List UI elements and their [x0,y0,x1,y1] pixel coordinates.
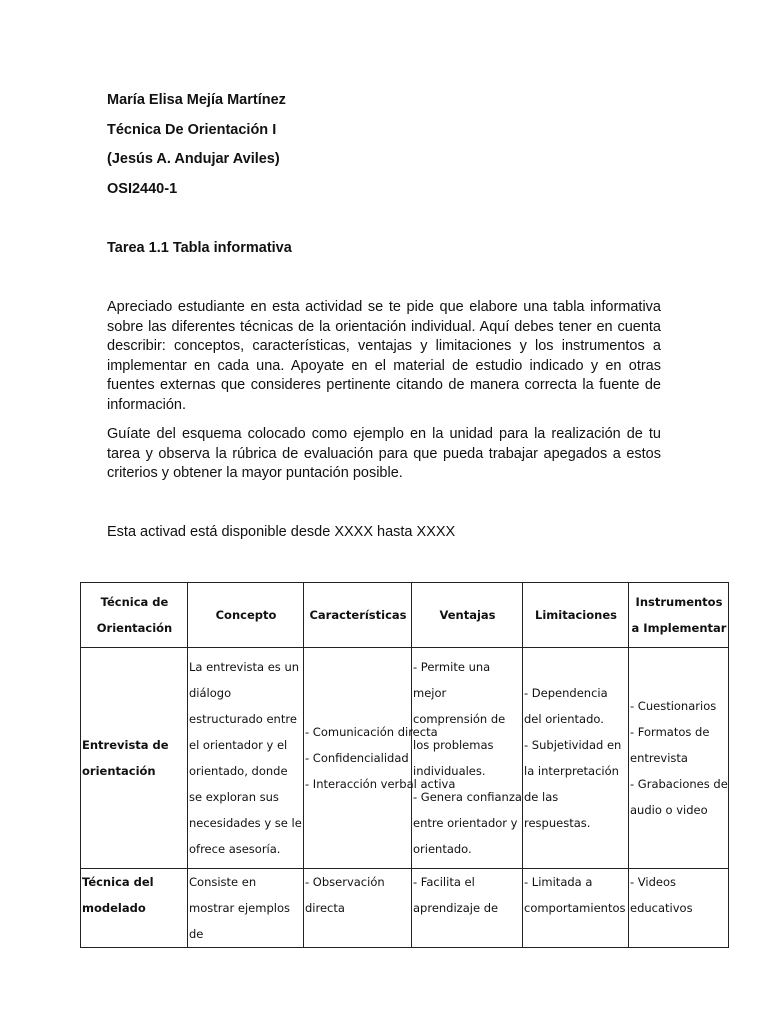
table-header-row [81,583,729,648]
limitation-item: - Limitada a comportamientos [524,875,626,915]
advantage-item: - Genera confianza entre orientador y orientado. [413,790,522,856]
concept-cell: Consiste en mostrar ejemplos de [188,869,304,948]
characteristic-item: - Confidencialidad [305,751,409,765]
limitations-cell [523,648,629,869]
characteristic-item: - Interacción verbal activa [305,777,456,791]
header-concept: Concepto [188,583,304,648]
instruments-cell [629,648,729,869]
header-instruments: Instrumentos a Implementar [629,583,729,648]
instrument-item: - Formatos de entrevista [630,725,710,765]
course-code: OSI2440-1 [107,181,178,197]
characteristic-item: - Observación directa [305,875,385,915]
instrument-item: - Grabaciones de audio o video [630,777,728,817]
course-name: Técnica De Orientación I [107,122,277,138]
concept-cell: La entrevista es un diálogo estructurado entre el orientador y el orientado, donde se exploran sus necesidades y se le ofrece asesoría. [188,648,304,869]
advantage-item: - Facilita el aprendizaje de [413,875,499,915]
advantages-cell [412,648,523,869]
limitation-item: - Subjetividad en la interpretación de las respuestas. [524,738,622,830]
technique-cell: Técnica del modelado [81,869,188,948]
advantage-item: - Permite una mejor comprensión de los problemas individuales. [413,660,506,778]
header-characteristics: Características [304,583,412,648]
teacher-name: (Jesús A. Andujar Aviles) [107,151,280,167]
availability-text: Esta activad está disponible desde XXXX hasta XXXX [107,524,456,540]
table-row [81,869,729,948]
instruments-cell [629,869,729,948]
advantages-cell [412,869,523,948]
characteristic-item: - Comunicación directa [305,725,438,739]
table-row [81,648,729,869]
guidance-paragraph: Guíate del esquema colocado como ejemplo en la unidad para la realización de tu tarea y observa la rúbrica de evaluación para que pueda trabajar apegados a estos criterios y obtener la mayor puntación posible. [107,426,661,481]
instructions-paragraph: Apreciado estudiante en esta actividad se te pide que elabore una tabla informativa sobre las diferentes técnicas de la orientación individual. Aquí debes tener en cuenta describir: conceptos, características, ventajas y limitaciones y los instrumentos a implementar en cada una. Apoyate en el material de estudio indicado y en otras fuentes externas que consideres pertinente citando de manera correcta la fuente de información. [107,299,661,413]
header-advantages: Ventajas [412,583,523,648]
task-title: Tarea 1.1 Tabla informativa [107,240,292,256]
author-name: María Elisa Mejía Martínez [107,92,286,108]
header-limitations: Limitaciones [523,583,629,648]
limitations-cell [523,869,629,948]
characteristics-cell [304,869,412,948]
instrument-item: - Cuestionarios [630,699,717,713]
instrument-item: - Videos educativos [630,875,693,915]
info-table [80,582,729,948]
technique-cell: Entrevista de orientación [81,648,188,869]
header-technique: Técnica de Orientación [81,583,188,648]
characteristics-cell [304,648,456,869]
limitation-item: - Dependencia del orientado. [524,686,608,726]
